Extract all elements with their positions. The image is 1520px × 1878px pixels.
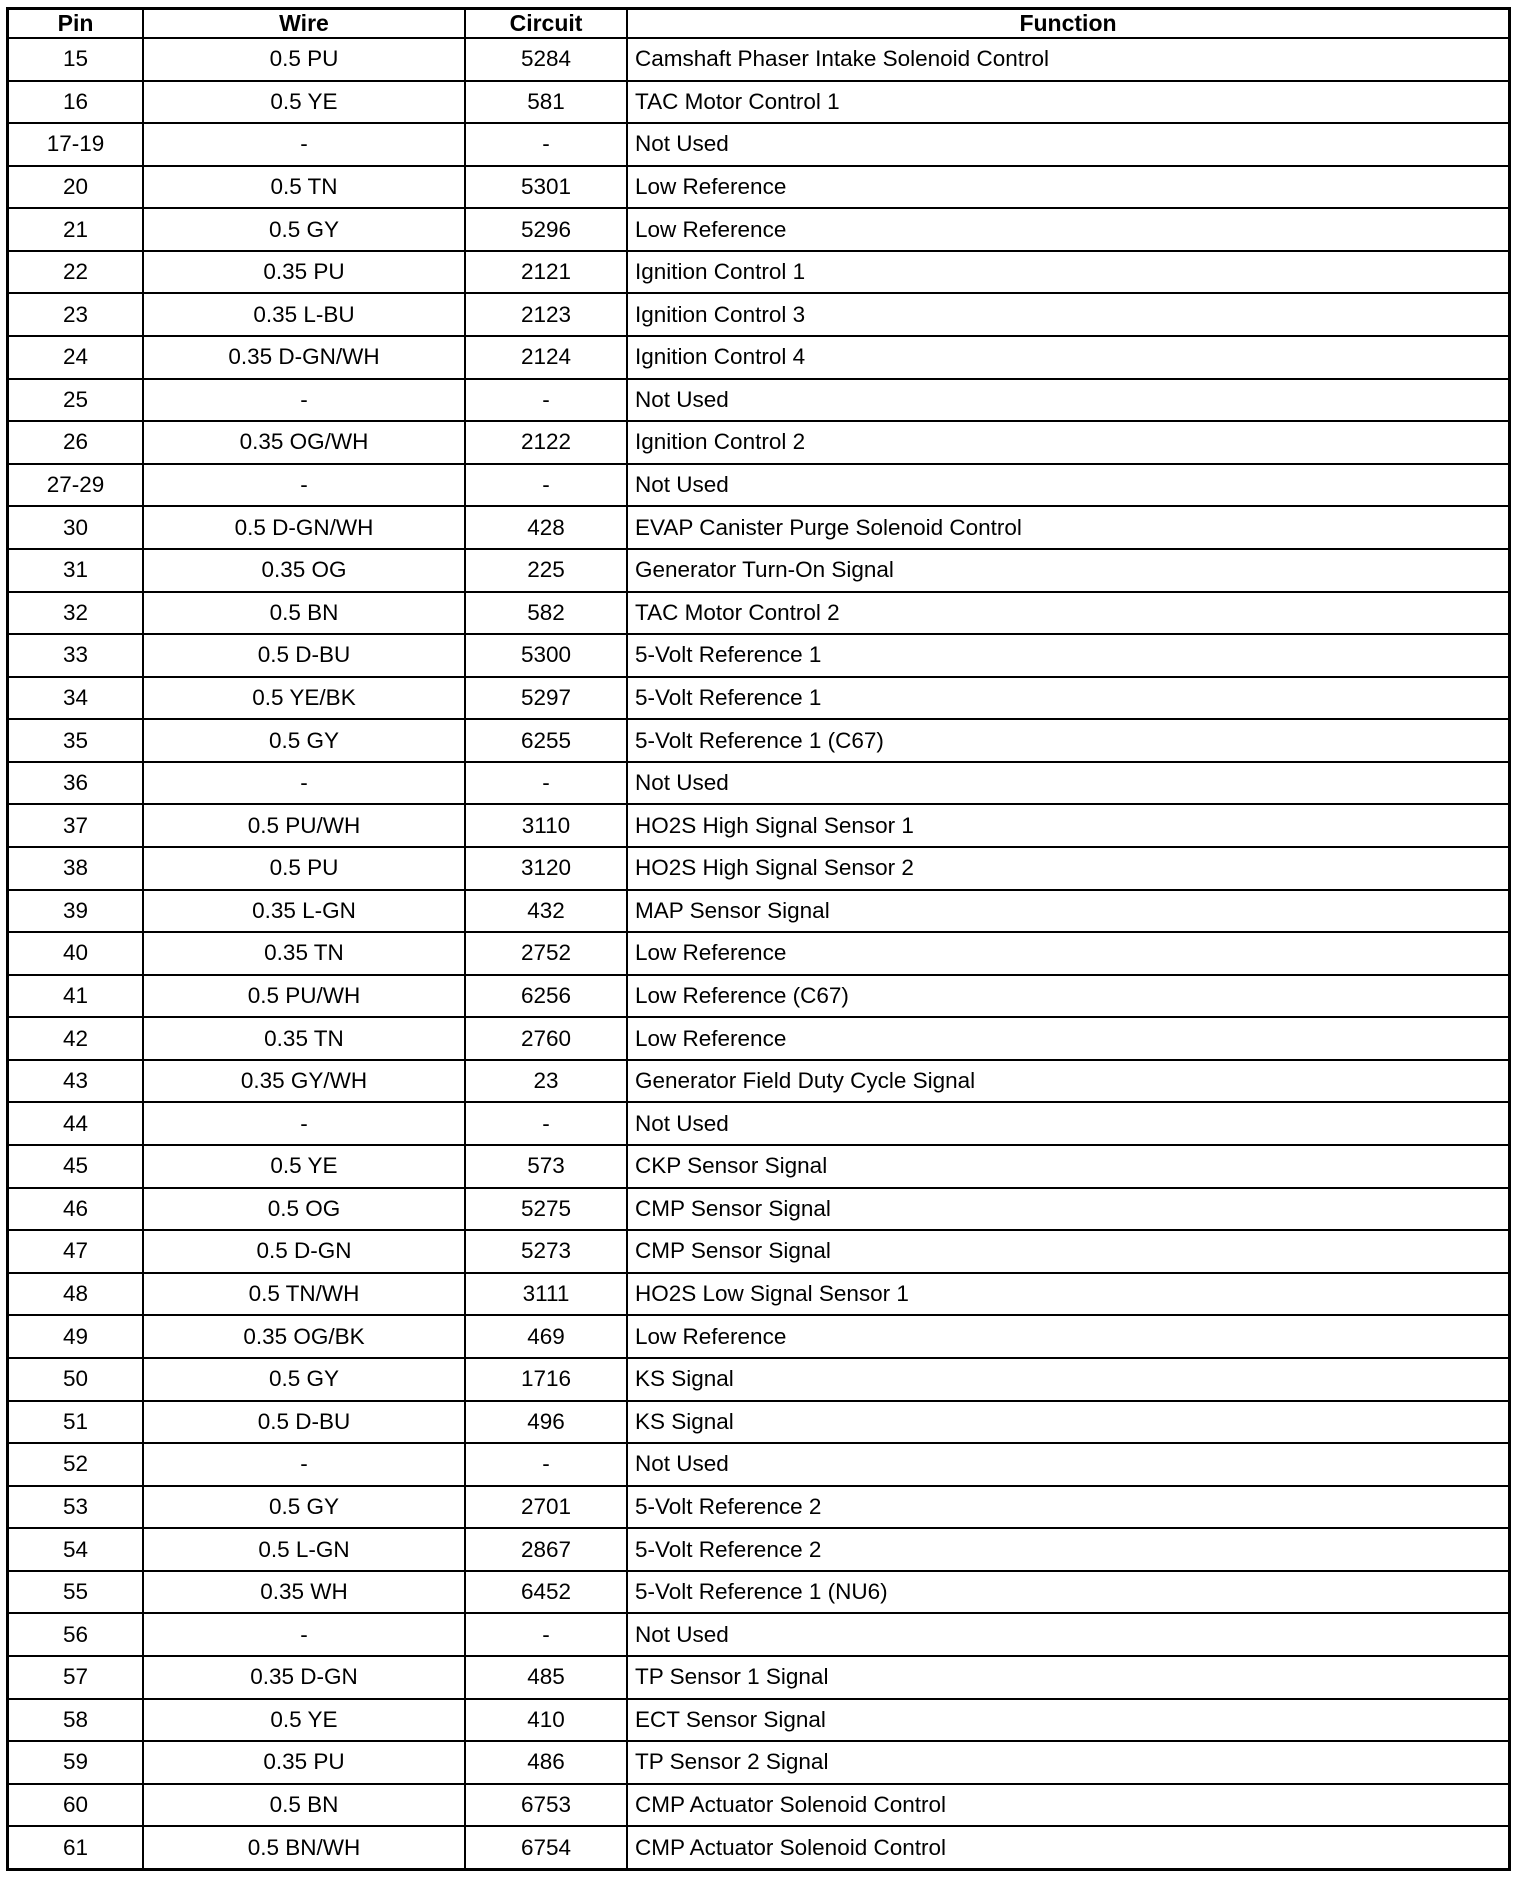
header-pin: Pin xyxy=(9,10,143,38)
pin-cell: 30 xyxy=(9,506,143,549)
function-cell: CMP Actuator Solenoid Control xyxy=(627,1784,1508,1827)
circuit-cell: 2701 xyxy=(465,1486,627,1529)
wire-cell: - xyxy=(143,464,465,507)
pin-cell: 34 xyxy=(9,677,143,720)
circuit-cell: 5284 xyxy=(465,38,627,81)
pin-cell: 22 xyxy=(9,251,143,294)
pin-cell: 51 xyxy=(9,1401,143,1444)
wire-cell: - xyxy=(143,379,465,422)
table-row xyxy=(9,1613,1508,1656)
function-cell: Ignition Control 1 xyxy=(627,251,1508,294)
circuit-cell: - xyxy=(465,1613,627,1656)
header-circuit: Circuit xyxy=(465,10,627,38)
table-row xyxy=(9,1188,1508,1231)
pin-cell: 20 xyxy=(9,166,143,209)
function-cell: HO2S High Signal Sensor 2 xyxy=(627,847,1508,890)
table-row xyxy=(9,1486,1508,1529)
function-cell: Not Used xyxy=(627,762,1508,805)
circuit-cell: 5301 xyxy=(465,166,627,209)
circuit-cell: - xyxy=(465,1102,627,1145)
table-row xyxy=(9,847,1508,890)
table-body xyxy=(9,38,1508,1868)
function-cell: Generator Field Duty Cycle Signal xyxy=(627,1060,1508,1103)
pin-cell: 25 xyxy=(9,379,143,422)
function-cell: 5-Volt Reference 2 xyxy=(627,1528,1508,1571)
table-row xyxy=(9,1741,1508,1784)
wire-cell: 0.35 GY/WH xyxy=(143,1060,465,1103)
function-cell: 5-Volt Reference 1 xyxy=(627,677,1508,720)
function-cell: Not Used xyxy=(627,379,1508,422)
function-cell: MAP Sensor Signal xyxy=(627,890,1508,933)
pin-cell: 41 xyxy=(9,975,143,1018)
pin-cell: 37 xyxy=(9,804,143,847)
table-row xyxy=(9,804,1508,847)
pin-cell: 59 xyxy=(9,1741,143,1784)
circuit-cell: - xyxy=(465,464,627,507)
table-row xyxy=(9,251,1508,294)
table-row xyxy=(9,421,1508,464)
circuit-cell: 2123 xyxy=(465,293,627,336)
pin-cell: 45 xyxy=(9,1145,143,1188)
table-row xyxy=(9,677,1508,720)
function-cell: Low Reference (C67) xyxy=(627,975,1508,1018)
table-row xyxy=(9,464,1508,507)
function-cell: Low Reference xyxy=(627,1017,1508,1060)
function-cell: Not Used xyxy=(627,1102,1508,1145)
function-cell: TP Sensor 2 Signal xyxy=(627,1741,1508,1784)
table-row xyxy=(9,1102,1508,1145)
function-cell: Ignition Control 4 xyxy=(627,336,1508,379)
wire-cell: 0.35 OG xyxy=(143,549,465,592)
table-row xyxy=(9,1528,1508,1571)
pin-cell: 42 xyxy=(9,1017,143,1060)
wire-cell: 0.5 BN xyxy=(143,592,465,635)
pin-cell: 35 xyxy=(9,719,143,762)
circuit-cell: 2867 xyxy=(465,1528,627,1571)
pin-cell: 43 xyxy=(9,1060,143,1103)
wire-cell: - xyxy=(143,1102,465,1145)
circuit-cell: 2124 xyxy=(465,336,627,379)
wire-cell: 0.5 OG xyxy=(143,1188,465,1231)
pin-cell: 52 xyxy=(9,1443,143,1486)
wire-cell: 0.5 PU xyxy=(143,38,465,81)
table-row xyxy=(9,762,1508,805)
function-cell: 5-Volt Reference 2 xyxy=(627,1486,1508,1529)
function-cell: Low Reference xyxy=(627,166,1508,209)
circuit-cell: 6255 xyxy=(465,719,627,762)
table-row xyxy=(9,932,1508,975)
pin-cell: 31 xyxy=(9,549,143,592)
function-cell: CMP Sensor Signal xyxy=(627,1188,1508,1231)
header-row xyxy=(9,10,1508,38)
table-row xyxy=(9,38,1508,81)
wire-cell: 0.35 TN xyxy=(143,932,465,975)
circuit-cell: 2752 xyxy=(465,932,627,975)
pin-cell: 46 xyxy=(9,1188,143,1231)
table-row xyxy=(9,293,1508,336)
function-cell: HO2S High Signal Sensor 1 xyxy=(627,804,1508,847)
header-function: Function xyxy=(627,10,1508,38)
function-cell: Not Used xyxy=(627,1613,1508,1656)
pin-cell: 16 xyxy=(9,81,143,124)
pin-cell: 57 xyxy=(9,1656,143,1699)
table-row xyxy=(9,1826,1508,1868)
wire-cell: 0.35 PU xyxy=(143,1741,465,1784)
pin-cell: 58 xyxy=(9,1699,143,1742)
circuit-cell: 225 xyxy=(465,549,627,592)
pin-cell: 40 xyxy=(9,932,143,975)
wire-cell: 0.5 TN/WH xyxy=(143,1273,465,1316)
circuit-cell: 573 xyxy=(465,1145,627,1188)
circuit-cell: - xyxy=(465,762,627,805)
circuit-cell: 6753 xyxy=(465,1784,627,1827)
table-row xyxy=(9,719,1508,762)
wire-cell: 0.5 GY xyxy=(143,1358,465,1401)
wire-cell: 0.5 D-BU xyxy=(143,634,465,677)
wire-cell: 0.5 PU/WH xyxy=(143,975,465,1018)
pin-cell: 38 xyxy=(9,847,143,890)
wire-cell: 0.5 PU xyxy=(143,847,465,890)
circuit-cell: 6452 xyxy=(465,1571,627,1614)
function-cell: Generator Turn-On Signal xyxy=(627,549,1508,592)
pin-cell: 21 xyxy=(9,208,143,251)
wire-cell: 0.5 BN xyxy=(143,1784,465,1827)
function-cell: Low Reference xyxy=(627,1315,1508,1358)
wire-cell: 0.5 TN xyxy=(143,166,465,209)
circuit-cell: 3110 xyxy=(465,804,627,847)
pin-cell: 60 xyxy=(9,1784,143,1827)
function-cell: Not Used xyxy=(627,464,1508,507)
wire-cell: 0.5 D-BU xyxy=(143,1401,465,1444)
table-row xyxy=(9,1699,1508,1742)
wire-cell: 0.35 L-GN xyxy=(143,890,465,933)
wire-cell: 0.5 PU/WH xyxy=(143,804,465,847)
circuit-cell: 23 xyxy=(465,1060,627,1103)
wire-cell: 0.5 YE xyxy=(143,81,465,124)
pin-cell: 44 xyxy=(9,1102,143,1145)
table-row xyxy=(9,1017,1508,1060)
circuit-cell: 1716 xyxy=(465,1358,627,1401)
function-cell: Not Used xyxy=(627,1443,1508,1486)
circuit-cell: 5300 xyxy=(465,634,627,677)
wire-cell: 0.35 L-BU xyxy=(143,293,465,336)
table-row xyxy=(9,1571,1508,1614)
function-cell: KS Signal xyxy=(627,1401,1508,1444)
wire-cell: 0.35 OG/WH xyxy=(143,421,465,464)
table-row xyxy=(9,1230,1508,1273)
function-cell: Camshaft Phaser Intake Solenoid Control xyxy=(627,38,1508,81)
function-cell: Low Reference xyxy=(627,932,1508,975)
table-row xyxy=(9,975,1508,1018)
table-row xyxy=(9,890,1508,933)
wire-cell: - xyxy=(143,1613,465,1656)
connector-pinout-table xyxy=(6,7,1511,1871)
circuit-cell: 428 xyxy=(465,506,627,549)
table-row xyxy=(9,506,1508,549)
pin-cell: 15 xyxy=(9,38,143,81)
pin-cell: 24 xyxy=(9,336,143,379)
wire-cell: 0.5 GY xyxy=(143,208,465,251)
wire-cell: 0.5 GY xyxy=(143,719,465,762)
header-wire: Wire xyxy=(143,10,465,38)
circuit-cell: 581 xyxy=(465,81,627,124)
pin-cell: 48 xyxy=(9,1273,143,1316)
circuit-cell: 496 xyxy=(465,1401,627,1444)
pin-cell: 23 xyxy=(9,293,143,336)
circuit-cell: 2121 xyxy=(465,251,627,294)
circuit-cell: 2122 xyxy=(465,421,627,464)
circuit-cell: 469 xyxy=(465,1315,627,1358)
pin-cell: 36 xyxy=(9,762,143,805)
circuit-cell: 486 xyxy=(465,1741,627,1784)
function-cell: Ignition Control 3 xyxy=(627,293,1508,336)
function-cell: Low Reference xyxy=(627,208,1508,251)
wire-cell: 0.5 D-GN xyxy=(143,1230,465,1273)
wire-cell: 0.5 L-GN xyxy=(143,1528,465,1571)
wire-cell: - xyxy=(143,1443,465,1486)
circuit-cell: - xyxy=(465,123,627,166)
table-row xyxy=(9,1145,1508,1188)
table-row xyxy=(9,1656,1508,1699)
table-row xyxy=(9,336,1508,379)
circuit-cell: 432 xyxy=(465,890,627,933)
circuit-cell: - xyxy=(465,379,627,422)
pin-cell: 50 xyxy=(9,1358,143,1401)
function-cell: Ignition Control 2 xyxy=(627,421,1508,464)
table-row xyxy=(9,1315,1508,1358)
function-cell: CMP Sensor Signal xyxy=(627,1230,1508,1273)
circuit-cell: 485 xyxy=(465,1656,627,1699)
function-cell: ECT Sensor Signal xyxy=(627,1699,1508,1742)
circuit-cell: 5297 xyxy=(465,677,627,720)
circuit-cell: 6754 xyxy=(465,1826,627,1868)
pin-cell: 27-29 xyxy=(9,464,143,507)
pin-cell: 17-19 xyxy=(9,123,143,166)
table-row xyxy=(9,379,1508,422)
function-cell: Not Used xyxy=(627,123,1508,166)
wire-cell: - xyxy=(143,123,465,166)
table-row xyxy=(9,208,1508,251)
function-cell: 5-Volt Reference 1 (C67) xyxy=(627,719,1508,762)
pin-cell: 47 xyxy=(9,1230,143,1273)
pin-cell: 26 xyxy=(9,421,143,464)
table-row xyxy=(9,1358,1508,1401)
wire-cell: 0.35 OG/BK xyxy=(143,1315,465,1358)
circuit-cell: 582 xyxy=(465,592,627,635)
wire-cell: 0.35 D-GN/WH xyxy=(143,336,465,379)
circuit-cell: 2760 xyxy=(465,1017,627,1060)
wire-cell: - xyxy=(143,762,465,805)
wire-cell: 0.5 YE xyxy=(143,1145,465,1188)
function-cell: CKP Sensor Signal xyxy=(627,1145,1508,1188)
function-cell: TAC Motor Control 2 xyxy=(627,592,1508,635)
table-row xyxy=(9,166,1508,209)
table-row xyxy=(9,1060,1508,1103)
pin-cell: 53 xyxy=(9,1486,143,1529)
table-row xyxy=(9,123,1508,166)
circuit-cell: 3111 xyxy=(465,1273,627,1316)
function-cell: 5-Volt Reference 1 xyxy=(627,634,1508,677)
function-cell: TAC Motor Control 1 xyxy=(627,81,1508,124)
wire-cell: 0.35 WH xyxy=(143,1571,465,1614)
pin-cell: 55 xyxy=(9,1571,143,1614)
circuit-cell: 5296 xyxy=(465,208,627,251)
pin-cell: 39 xyxy=(9,890,143,933)
circuit-cell: - xyxy=(465,1443,627,1486)
function-cell: EVAP Canister Purge Solenoid Control xyxy=(627,506,1508,549)
wire-cell: 0.5 BN/WH xyxy=(143,1826,465,1868)
wire-cell: 0.35 TN xyxy=(143,1017,465,1060)
function-cell: KS Signal xyxy=(627,1358,1508,1401)
table-row xyxy=(9,1443,1508,1486)
table-row xyxy=(9,634,1508,677)
wire-cell: 0.5 D-GN/WH xyxy=(143,506,465,549)
circuit-cell: 5275 xyxy=(465,1188,627,1231)
pin-cell: 54 xyxy=(9,1528,143,1571)
table-row xyxy=(9,1784,1508,1827)
pin-cell: 56 xyxy=(9,1613,143,1656)
table-row xyxy=(9,1401,1508,1444)
table-row xyxy=(9,549,1508,592)
pin-cell: 49 xyxy=(9,1315,143,1358)
function-cell: CMP Actuator Solenoid Control xyxy=(627,1826,1508,1868)
wire-cell: 0.5 YE xyxy=(143,1699,465,1742)
function-cell: 5-Volt Reference 1 (NU6) xyxy=(627,1571,1508,1614)
table-row xyxy=(9,1273,1508,1316)
table-row xyxy=(9,81,1508,124)
circuit-cell: 3120 xyxy=(465,847,627,890)
wire-cell: 0.35 PU xyxy=(143,251,465,294)
wire-cell: 0.5 GY xyxy=(143,1486,465,1529)
function-cell: TP Sensor 1 Signal xyxy=(627,1656,1508,1699)
circuit-cell: 6256 xyxy=(465,975,627,1018)
pin-cell: 33 xyxy=(9,634,143,677)
circuit-cell: 5273 xyxy=(465,1230,627,1273)
table-row xyxy=(9,592,1508,635)
pin-cell: 32 xyxy=(9,592,143,635)
function-cell: HO2S Low Signal Sensor 1 xyxy=(627,1273,1508,1316)
circuit-cell: 410 xyxy=(465,1699,627,1742)
wire-cell: 0.5 YE/BK xyxy=(143,677,465,720)
wire-cell: 0.35 D-GN xyxy=(143,1656,465,1699)
pin-cell: 61 xyxy=(9,1826,143,1868)
pinout-table xyxy=(9,10,1508,1868)
